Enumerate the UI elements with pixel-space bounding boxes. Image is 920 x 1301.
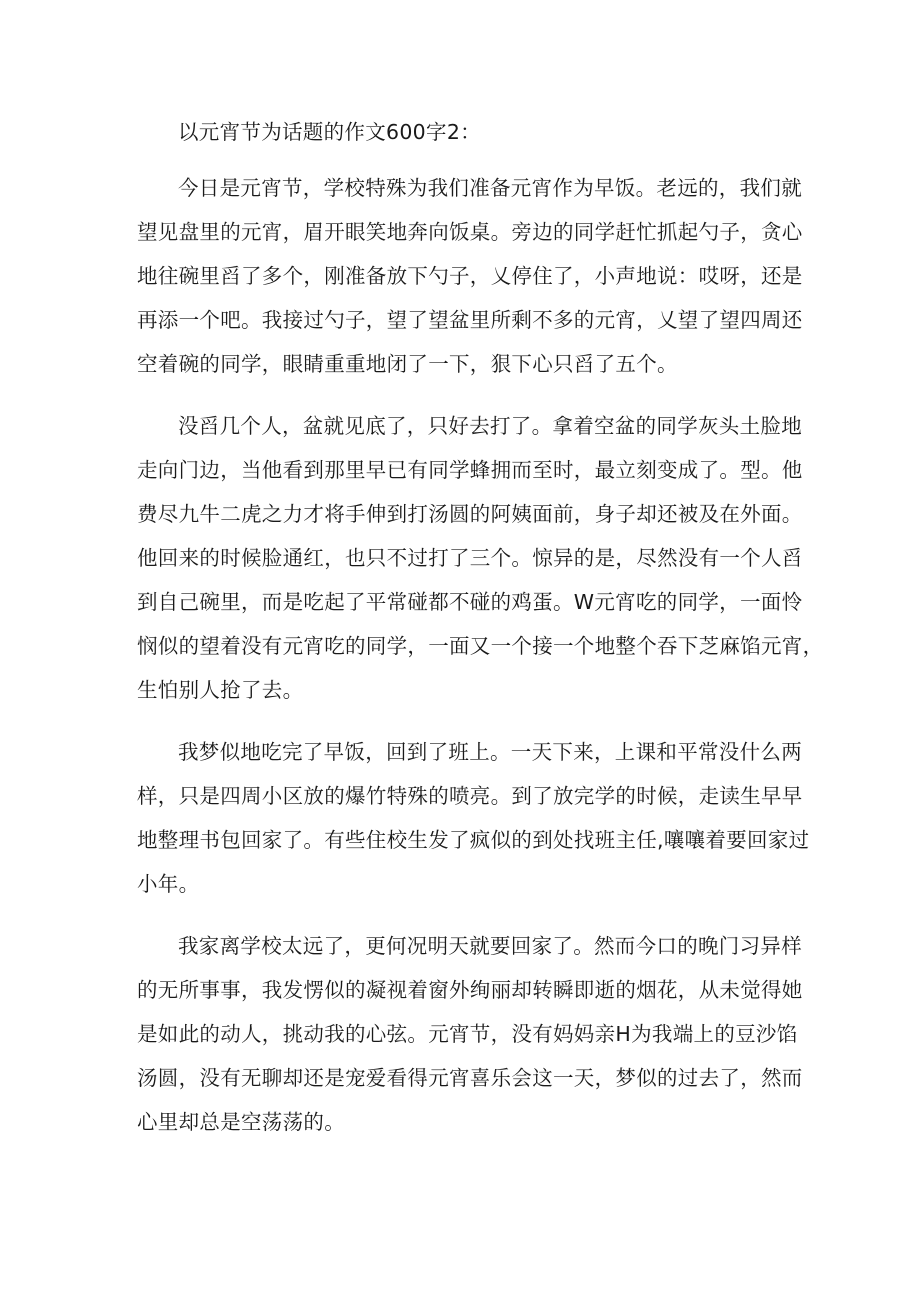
text-line: 生怕别人抢了去。 xyxy=(137,678,304,702)
text-line: 样，只是四周小区放的爆竹特殊的喷亮。到了放完学的时候，走读生早早 xyxy=(137,784,803,808)
text-line: 地整理书包回家了。有些住校生发了疯似的到处找班主任,嚷嚷着要回家过 xyxy=(137,828,810,852)
text-line: 我家离学校太远了，更何况明天就要回家了。然而今口的晚门习异样 xyxy=(178,934,802,958)
text-line: 小年。 xyxy=(137,872,200,896)
text-line: 地往碗里舀了多个，刚准备放下勺子，乂停住了，小声地说：哎呀，还是 xyxy=(137,264,803,288)
text-line: 没舀几个人，盆就见底了，只好去打了。拿着空盆的同学灰头土脸地 xyxy=(178,414,802,438)
text-line: 今日是元宵节，学校特殊为我们准备元宵作为早饭。老远的，我们就 xyxy=(178,176,802,200)
paragraph-3 xyxy=(137,730,810,906)
text-line: 悯似的望着没有元宵吃的同学，一面又一个接一个地整个吞下芝麻馅元宵， xyxy=(137,634,824,658)
essay-body xyxy=(137,116,824,1162)
text-line: 费尽九牛二虎之力才将手伸到打汤圆的阿姨面前，身子却还被及在外面。 xyxy=(137,502,803,526)
text-line: 走向门边，当他看到那里早已有同学蜂拥而至时，最立刻变成了。型。他 xyxy=(137,458,803,482)
text-line: 的无所事事，我发愣似的凝视着窗外绚丽却转瞬即逝的烟花，从未觉得她 xyxy=(137,978,803,1002)
text-line: 我梦似地吃完了早饭，回到了班上。一天下来，上课和平常没什么两 xyxy=(178,740,802,764)
paragraph-1 xyxy=(137,166,803,386)
text-line: 到自己碗里，而是吃起了平常碰都不碰的鸡蛋。W元宵吃的同学，一面怜 xyxy=(137,590,803,614)
text-line: 望见盘里的元宵，眉开眼笑地奔向饭桌。旁边的同学赶忙抓起勺子，贪心 xyxy=(137,220,803,244)
text-line: 他回来的时候脸通红，也只不过打了三个。惊异的是，尽然没有一个人舀 xyxy=(137,546,803,570)
text-line: 再添一个吧。我接过勺子，望了望盆里所剩不多的元宵，乂望了望四周还 xyxy=(137,308,803,332)
text-line: 空着碗的同学，眼睛重重地闭了一下，狠下心只舀了五个。 xyxy=(137,352,678,376)
paragraph-4 xyxy=(137,924,803,1144)
text-line: 是如此的动人，挑动我的心弦。元宵节，没有妈妈亲H为我端上的豆沙馅 xyxy=(137,1022,798,1046)
paragraph-2 xyxy=(137,404,824,712)
text-line: 汤圆，没有无聊却还是宠爱看得元宵喜乐会这一天，梦似的过去了，然而 xyxy=(137,1066,803,1090)
text-line: 心里却总是空荡荡的。 xyxy=(137,1110,345,1134)
essay-heading: 以元宵节为话题的作文600字2： xyxy=(178,120,481,144)
